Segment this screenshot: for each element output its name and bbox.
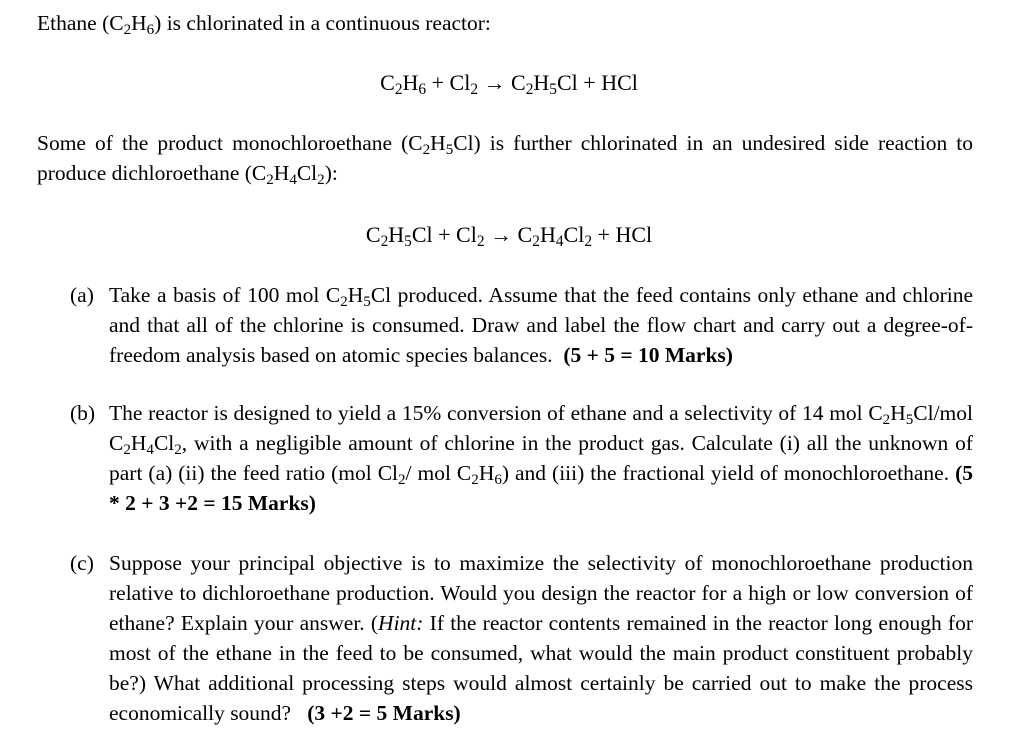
question-text: The reactor is designed to yield a 15% conversion of ethane and a selectivity of 14 mol $C_2H_5Cl$/mol $C_2H_4Cl_2$, with a negligible amount of chlorine in the product gas. Calculate (i) all the unknown of part (a) (ii) the feed ratio (mol $Cl_2/$ mol $C_2H_6$) and (iii) the fractional yield of monochloroethane. (5 * 2 + 3 +2 = 15 Marks) [109, 401, 974, 515]
question-text: Take a basis of 100 mol $C_2H_5Cl$ produced. Assume that the feed contains only ethane and chlorine and that all of the chlorine is consumed. Draw and label the flow chart and carry out a degree-of-freedom analysis based on atomic species balances. (5 + 5 = 10 Marks) [109, 283, 974, 367]
question-text: Suppose your principal objective is to maximize the selectivity of monochloroethane production relative to dichloroethane production. Would you design the reactor for a high or low conversion of ethane? Explain your answer. (Hint: If the reactor contents remained in the reactor long enough for most of the ethane in the feed to be consumed, what would the main product constituent probably be?) What additional processing steps would almost certainly be carried out to make the process economically sound? (3 +2 = 5 Marks) [109, 551, 973, 725]
question-label: (a) [70, 283, 94, 307]
intro-text: Ethane $(C_2H_6)$ is chlorinated in a continuous reactor: [37, 11, 491, 38]
reaction-equation-1: $C_2H_6 + Cl_2 \to C_2H_5Cl$ + HCl [380, 70, 638, 98]
reaction-equation-2: $C_2H_5Cl + Cl_2 \to C_2H_4Cl_2$ + HCl [365, 222, 653, 250]
question-b [70, 398, 973, 518]
question-c [70, 548, 973, 728]
question-label: (c) [70, 551, 94, 575]
question-a [70, 280, 973, 370]
question-label: (b) [70, 401, 96, 425]
side-reaction-text: Some of the product monochloroethane $(C_2H_5Cl)$ is further chlorinated in an undesired side reaction to produce dichloroethane $(C_2H_4Cl_2)$: [37, 131, 973, 188]
